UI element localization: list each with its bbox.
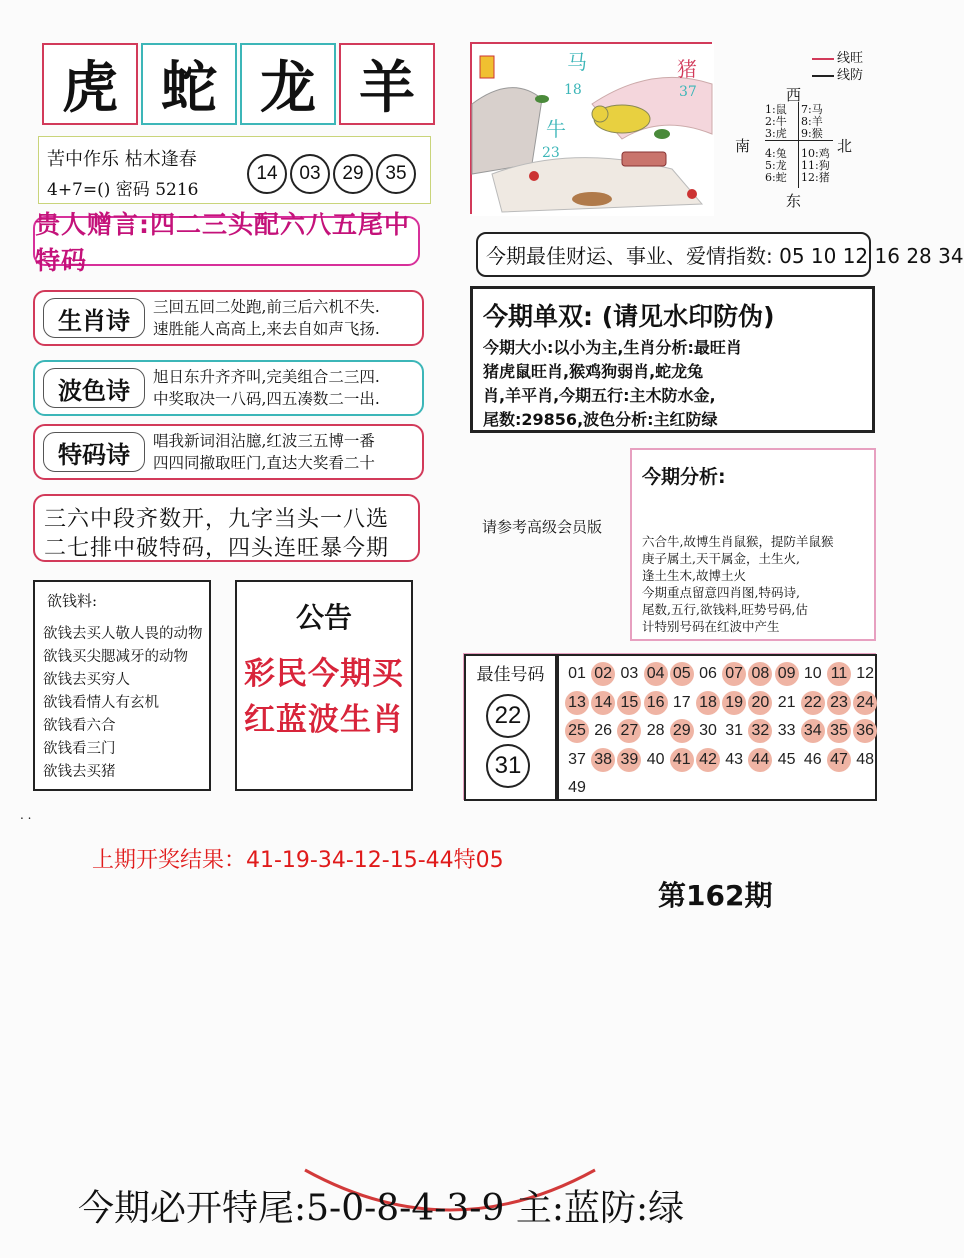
- riddle-line-2: 4+7=() 密码 5216: [47, 180, 199, 200]
- poem-text: [153, 430, 375, 474]
- number-cell: 09: [775, 662, 799, 686]
- picture-num-pig: 37: [679, 84, 697, 100]
- picture-num-horse: 18: [564, 82, 582, 98]
- number-cell: 48: [856, 750, 875, 768]
- issue-number: 第162期: [658, 879, 773, 912]
- compass-grid: [735, 84, 855, 209]
- member-note: 请参考高级会员版: [482, 518, 603, 536]
- number-cell: 19: [722, 691, 746, 715]
- best-picks: [464, 654, 557, 801]
- bottom-special-tail: 今期必开特尾:5-0-8-4-3-9 主:蓝防:绿: [78, 1188, 685, 1229]
- gift-words: 贵人赠言:四二三头配六八五尾中特码: [33, 216, 420, 266]
- compass-vline: [798, 102, 799, 188]
- money-line: 欲钱买尖腮减牙的动物: [43, 649, 188, 665]
- poem-label: 特码诗: [43, 432, 145, 472]
- number-cell: 14: [591, 691, 615, 715]
- analysis-line: 逢土生木,故博土火: [642, 568, 746, 583]
- compass-cell: 4:兔 5:龙 6:蛇: [765, 147, 787, 184]
- number-cell: 43: [725, 750, 744, 768]
- picture-num-ox: 23: [542, 145, 560, 161]
- single-double-title: 今期单双: (请见水印防伪): [483, 302, 775, 331]
- compass-cell: 1:鼠 2:牛 3:虎: [765, 103, 787, 140]
- zodiac-tile-4: 羊: [339, 43, 435, 125]
- number-cell: 13: [565, 691, 589, 715]
- compass-cell: 10:鸡 11:狗 12:猪: [801, 147, 830, 184]
- best-numbers-box: [463, 653, 876, 800]
- number-cell: 16: [644, 691, 668, 715]
- number-cell: 10: [803, 665, 822, 682]
- number-cell: 49: [568, 779, 586, 796]
- legend-black: [812, 67, 863, 84]
- number-cell: 07: [722, 662, 746, 686]
- number-cell: 34: [801, 719, 825, 743]
- legend-red-label: 线旺: [837, 51, 864, 66]
- number-cell: 12: [856, 665, 875, 682]
- number-cell: 25: [565, 719, 589, 743]
- number-cell: 27: [617, 719, 641, 743]
- color-poem: [33, 360, 424, 416]
- number-cell: 08: [748, 662, 772, 686]
- legend-red: [812, 50, 863, 67]
- poem-label: 生肖诗: [43, 298, 145, 338]
- big-poem: [33, 494, 420, 562]
- zodiac-picture: [470, 42, 712, 214]
- poem-line: 四四同撤取旺门,直达大奖看二十: [153, 454, 375, 472]
- notice-box: [235, 580, 413, 791]
- compass-east: 东: [786, 192, 802, 210]
- number-cell: 41: [670, 748, 694, 772]
- compass-north: 北: [837, 137, 853, 155]
- number-cell: 36: [853, 719, 877, 743]
- number-cell: 42: [696, 748, 720, 772]
- poem-text: [153, 296, 380, 340]
- number-cell: 47: [827, 748, 851, 772]
- sd-line: 尾数:29856,波色分析:主红防绿: [483, 410, 718, 429]
- number-cell: 30: [699, 722, 717, 739]
- sd-line: 今期大小:以小为主,生肖分析:最旺肖: [483, 338, 742, 357]
- picture-label-ox: 牛: [546, 117, 566, 141]
- number-cell: 37: [568, 750, 586, 768]
- number-cell: 04: [644, 662, 668, 686]
- poem-text: [153, 366, 380, 410]
- sd-line: 猪虎鼠旺肖,猴鸡狗弱肖,蛇龙兔: [483, 362, 704, 381]
- picture-label-horse: 马: [567, 50, 587, 74]
- number-cell: 28: [646, 722, 665, 739]
- money-line: 欲钱看情人有玄机: [43, 695, 159, 711]
- money-riddle-box: [33, 580, 211, 791]
- notice-line-1: 彩民今期买: [244, 656, 404, 692]
- fortune-index: 今期最佳财运、事业、爱情指数: 05 10 12 16 28 34: [476, 232, 871, 277]
- special-poem: [33, 424, 424, 480]
- analysis-line: 六合牛,故博生肖鼠猴，提防羊鼠猴: [642, 534, 834, 549]
- number-cell: 23: [827, 691, 851, 715]
- best-ball: 31: [486, 744, 530, 788]
- number-cell: 05: [670, 662, 694, 686]
- number-cell: 20: [748, 691, 772, 715]
- number-cell: 33: [777, 722, 796, 739]
- poem-line: 速胜能人高高上,来去自如声飞扬.: [153, 320, 380, 338]
- number-cell: 01: [568, 665, 586, 682]
- big-poem-line-1: 三六中段齐数开，九字当头一八选: [44, 507, 390, 532]
- poem-line: 唱我新词泪沾臆,红波三五博一番: [153, 432, 375, 450]
- number-cell: 29: [670, 719, 694, 743]
- number-cell: 02: [591, 662, 615, 686]
- riddle-ball: 03: [290, 154, 330, 194]
- number-cell: 22: [801, 691, 825, 715]
- poem-label: 波色诗: [43, 368, 145, 408]
- number-cell: 32: [748, 719, 772, 743]
- zodiac-tile-1: 虎: [42, 43, 138, 125]
- notice-title: 公告: [295, 601, 352, 634]
- money-line: 欲钱去买人敬人畏的动物: [43, 626, 203, 642]
- compass-south: 南: [735, 137, 751, 155]
- money-title: 欲钱料:: [47, 592, 98, 610]
- sd-line: 肖,羊平肖,今期五行:主木防水金,: [483, 386, 716, 405]
- number-grid: [557, 654, 877, 801]
- compass-west: 西: [786, 86, 802, 104]
- number-cell: 11: [827, 662, 851, 686]
- number-cell: 26: [594, 722, 613, 739]
- best-label: 最佳号码: [476, 665, 545, 685]
- number-cell: 18: [696, 691, 720, 715]
- number-cell: 46: [803, 750, 822, 768]
- money-line: 欲钱去买穷人: [43, 672, 130, 688]
- poem-line: 中奖取决一八码,四五凑数二一出.: [153, 390, 380, 408]
- riddle-ball: 35: [376, 154, 416, 194]
- notice-line-2: 红蓝波生肖: [244, 702, 404, 738]
- compass-hline: [765, 140, 833, 141]
- analysis-title: 今期分析:: [642, 466, 726, 488]
- number-cell: 45: [777, 750, 796, 768]
- zodiac-tile-3: 龙: [240, 43, 336, 125]
- big-poem-line-2: 二七排中破特码，四头连旺暴今期: [44, 536, 390, 561]
- number-cell: 06: [699, 665, 717, 682]
- analysis-line: 尾数,五行,欲钱料,旺势号码,估: [642, 602, 808, 617]
- money-line: 欲钱看三门: [43, 741, 116, 757]
- zodiac-poem: [33, 290, 424, 346]
- dots: . .: [20, 808, 32, 822]
- black-line-icon: [812, 75, 834, 77]
- zodiac-tile-2: 蛇: [141, 43, 237, 125]
- number-cell: 15: [617, 691, 641, 715]
- riddle-box: [38, 136, 431, 204]
- poem-line: 三回五回二处跑,前三后六机不失.: [153, 298, 380, 316]
- red-line-icon: [812, 58, 834, 60]
- number-cell: 39: [617, 748, 641, 772]
- single-double-box: [470, 286, 875, 433]
- picture-label-pig: 猪: [677, 57, 697, 81]
- best-ball: 22: [486, 694, 530, 738]
- number-cell: 21: [777, 693, 796, 711]
- number-cell: 31: [725, 722, 744, 739]
- analysis-box: [630, 448, 876, 641]
- zodiac-illustration: [472, 44, 714, 216]
- riddle-line-1: 苦中作乐 枯木逢春: [47, 149, 197, 170]
- number-cell: 38: [591, 748, 615, 772]
- last-draw-result: 上期开奖结果：41-19-34-12-15-44特05: [92, 848, 504, 873]
- number-cell: 24: [853, 691, 877, 715]
- analysis-line: 计特别号码在红波中产生: [642, 619, 780, 634]
- analysis-line: 今期重点留意四肖图,特码诗,: [642, 585, 800, 600]
- poem-line: 旭日东升齐齐叫,完美组合二三四.: [153, 368, 380, 386]
- riddle-ball: 14: [247, 154, 287, 194]
- number-cell: 40: [646, 750, 665, 768]
- riddle-ball: 29: [333, 154, 373, 194]
- money-line: 欲钱去买猪: [43, 764, 116, 780]
- number-cell: 17: [672, 693, 691, 711]
- legend-black-label: 线防: [837, 68, 864, 83]
- number-cell: 03: [620, 665, 639, 682]
- money-line: 欲钱看六合: [43, 718, 116, 734]
- compass-cell: 7:马 8:羊 9:猴: [801, 103, 823, 140]
- line-legend: [812, 50, 863, 84]
- number-cell: 44: [748, 748, 772, 772]
- analysis-line: 庚子属土,天干属金，土生火,: [642, 551, 800, 566]
- number-cell: 35: [827, 719, 851, 743]
